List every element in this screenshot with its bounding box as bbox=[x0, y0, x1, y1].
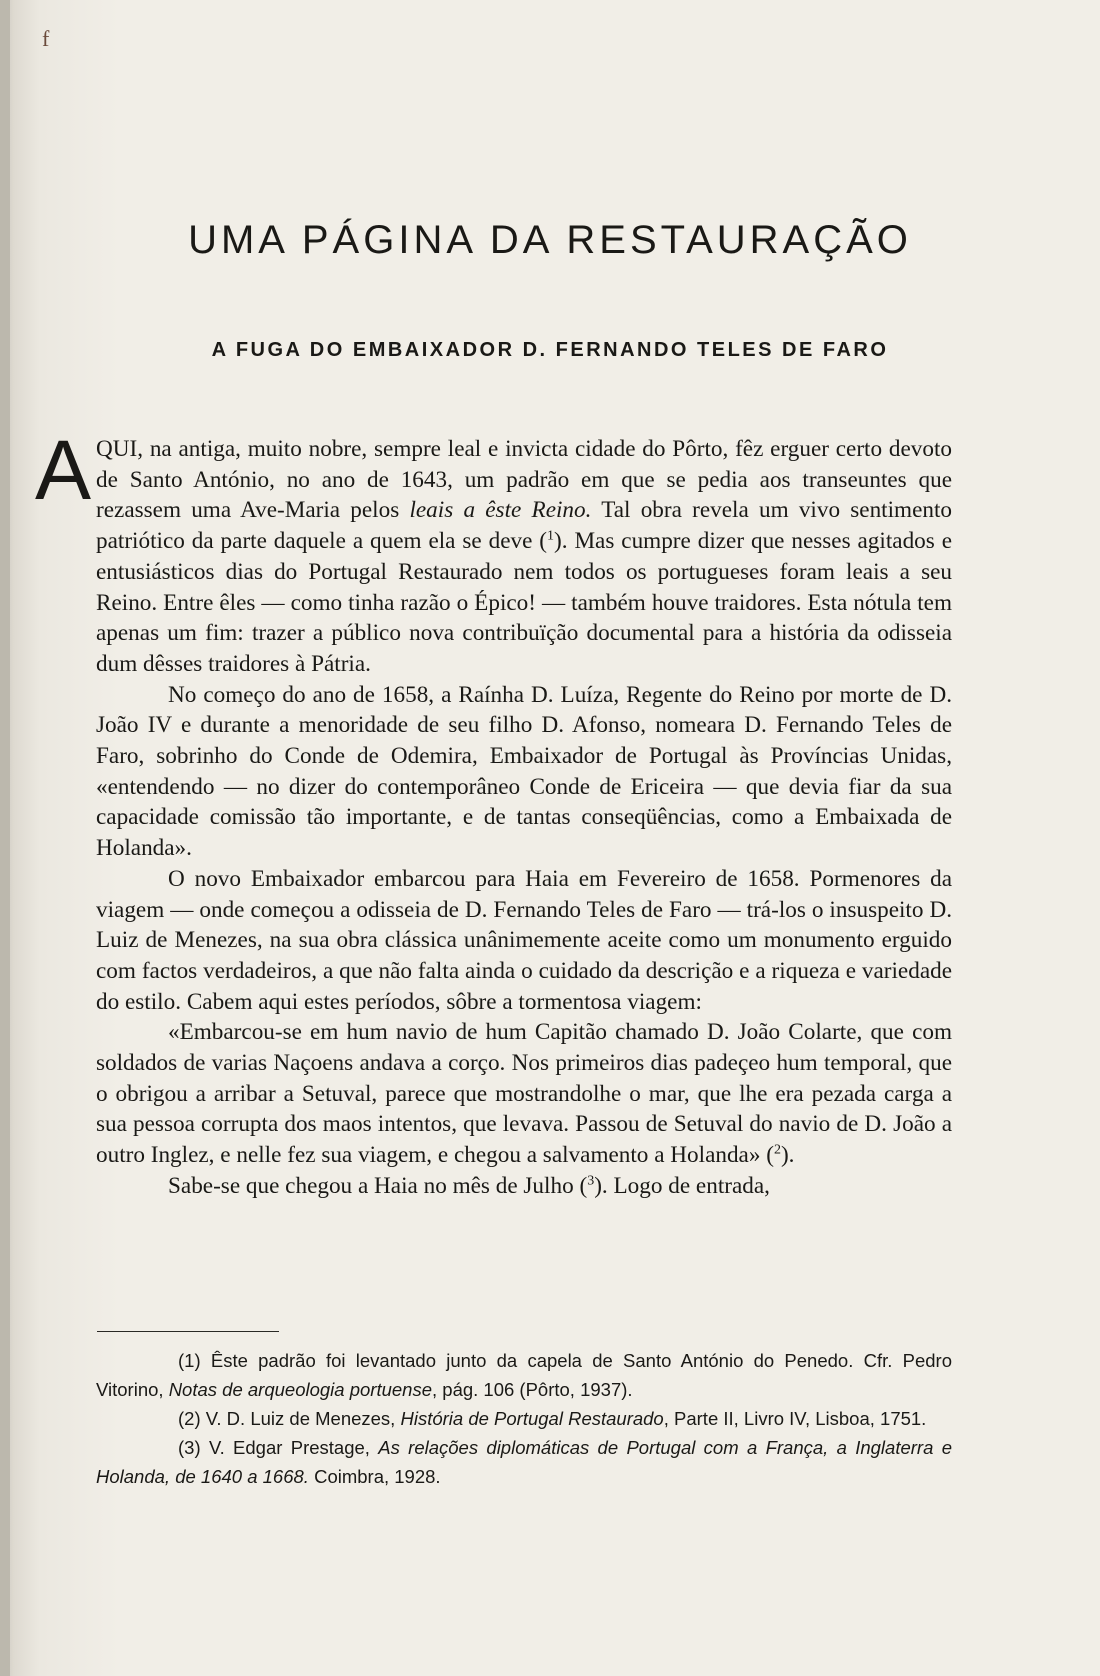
quotation-paragraph bbox=[96, 1017, 952, 1171]
paragraph-2: No começo do ano de 1658, a Raínha D. Luíza, Regente do Reino por morte de D. João IV e durante a menoridade de seu filho D. Afonso, nomeara D. Fernando Teles de Faro, sobrinho do Conde de Odemira, Embaixador de Portugal às Províncias Unidas, «entendendo — no dizer do contemporâneo Conde de Ericeira — que devia fiar da sua capacidade comissão tão importante, e de tantas conseqüências, como a Embaixada de Holanda». bbox=[96, 681, 952, 862]
footnotes bbox=[96, 1346, 952, 1491]
quotation-end: ). bbox=[780, 1142, 795, 1169]
footnote-2-text-b: , Parte II, Livro IV, Lisboa, 1751. bbox=[663, 1408, 927, 1429]
drop-cap: A bbox=[35, 423, 92, 517]
footnote-ref-3: 3 bbox=[587, 1173, 595, 1189]
footnote-2-text-a: V. D. Luiz de Menezes, bbox=[200, 1408, 401, 1429]
paragraph-1-text-a: QUI, na antiga, muito nobre, sempre leal e invicta cidade do Pôrto, fêz erguer certo devoto de Santo António, no ano de 1643, um padrão em que se pedia aos transeuntes que rezassem uma Ave-Maria pelos bbox=[96, 436, 952, 524]
footnote-1-title: Notas de arqueologia portuense bbox=[168, 1379, 432, 1400]
footnote-divider bbox=[97, 1331, 279, 1332]
paragraph-3: O novo Embaixador embarcou para Haia em Fevereiro de 1658. Pormenores da viagem — onde começou a odisseia de D. Fernando Teles de Faro — trá-los o insuspeito D. Luiz de Menezes, na sua obra clássica unânimemente aceite como um monumento erguido com factos verdadeiros, a que não falta ainda o cuidado da descrição e a riqueza e variedade do estilo. Cabem aqui estes períodos, sôbre a tormentosa viagem: bbox=[96, 865, 952, 1015]
footnote-3-title: As relações diplomáticas de Portugal com a França, a Inglaterra e Holanda, de 1640 a 1668. bbox=[96, 1437, 952, 1487]
paragraph-1 bbox=[35, 423, 953, 680]
paragraph-5 bbox=[96, 1171, 952, 1202]
paragraph-1-text-b: Tal obra revela um vivo sentimento patriótico da parte daquele a quem ela se deve ( bbox=[96, 497, 953, 555]
footnote-ref-1: 1 bbox=[547, 528, 555, 544]
paragraph-1-italic: leais a êste Reino. bbox=[409, 497, 592, 524]
paragraph-1-text-c: ). Mas cumpre dizer que nesses agitados e entusiásticos dias do Portugal Restaurado nem todos os portugueses foram leais a seu Reino. Entre êles — como tinha razão o Épico! — também houve traidores. Esta nótula tem apenas um fim: trazer a público nova contribuïção documental para a história da odisseia dum dêsses traidores à Pátria. bbox=[96, 528, 952, 677]
paragraph-5-text-a: Sabe-se que chegou a Haia no mês de Julho ( bbox=[168, 1172, 588, 1199]
article-body bbox=[35, 423, 953, 1202]
paragraph-5-text-b: ). Logo de entrada, bbox=[594, 1172, 770, 1199]
footnote-2 bbox=[96, 1404, 952, 1433]
footnote-1-text-a: Êste padrão foi levantado junto da capela de Santo António do Penedo. Cfr. Pedro Vitorino, bbox=[96, 1350, 952, 1400]
footnote-2-mark: (2) bbox=[178, 1408, 201, 1429]
footnote-1-mark: (1) bbox=[178, 1350, 201, 1371]
page-subtitle: A FUGA DO EMBAIXADOR D. FERNANDO TELES DE FARO bbox=[211, 339, 889, 361]
footnote-3-mark: (3) bbox=[178, 1437, 201, 1458]
margin-mark: f bbox=[42, 26, 50, 51]
quotation-text: «Embarcou-se em hum navio de hum Capitão chamado D. João Colarte, que com soldados de varias Naçoens andava a corço. Nos primeiros dias padeçeo hum temporal, que o obrigou a arribar a Setuval, parece que mostrandolhe o mar, que lhe era pezada carga a sua pessoa corrupta dos maos intentos, que levava. Passou de Setuval do navio de D. João a outro Inglez, e nelle fez sua viagem, e chegou a salvamento a Holanda» ( bbox=[96, 1019, 952, 1169]
footnote-ref-2: 2 bbox=[773, 1142, 781, 1158]
page-title: UMA PÁGINA DA RESTAURAÇÃO bbox=[188, 218, 912, 262]
footnote-3-text-a: V. Edgar Prestage, bbox=[200, 1437, 379, 1458]
footnote-1-text-b: , pág. 106 (Pôrto, 1937). bbox=[432, 1379, 633, 1400]
footnote-1 bbox=[96, 1346, 952, 1404]
footnote-3-text-b: Coimbra, 1928. bbox=[308, 1466, 441, 1487]
footnote-3 bbox=[96, 1433, 952, 1491]
footnote-2-title: História de Portugal Restaurado bbox=[400, 1408, 664, 1429]
